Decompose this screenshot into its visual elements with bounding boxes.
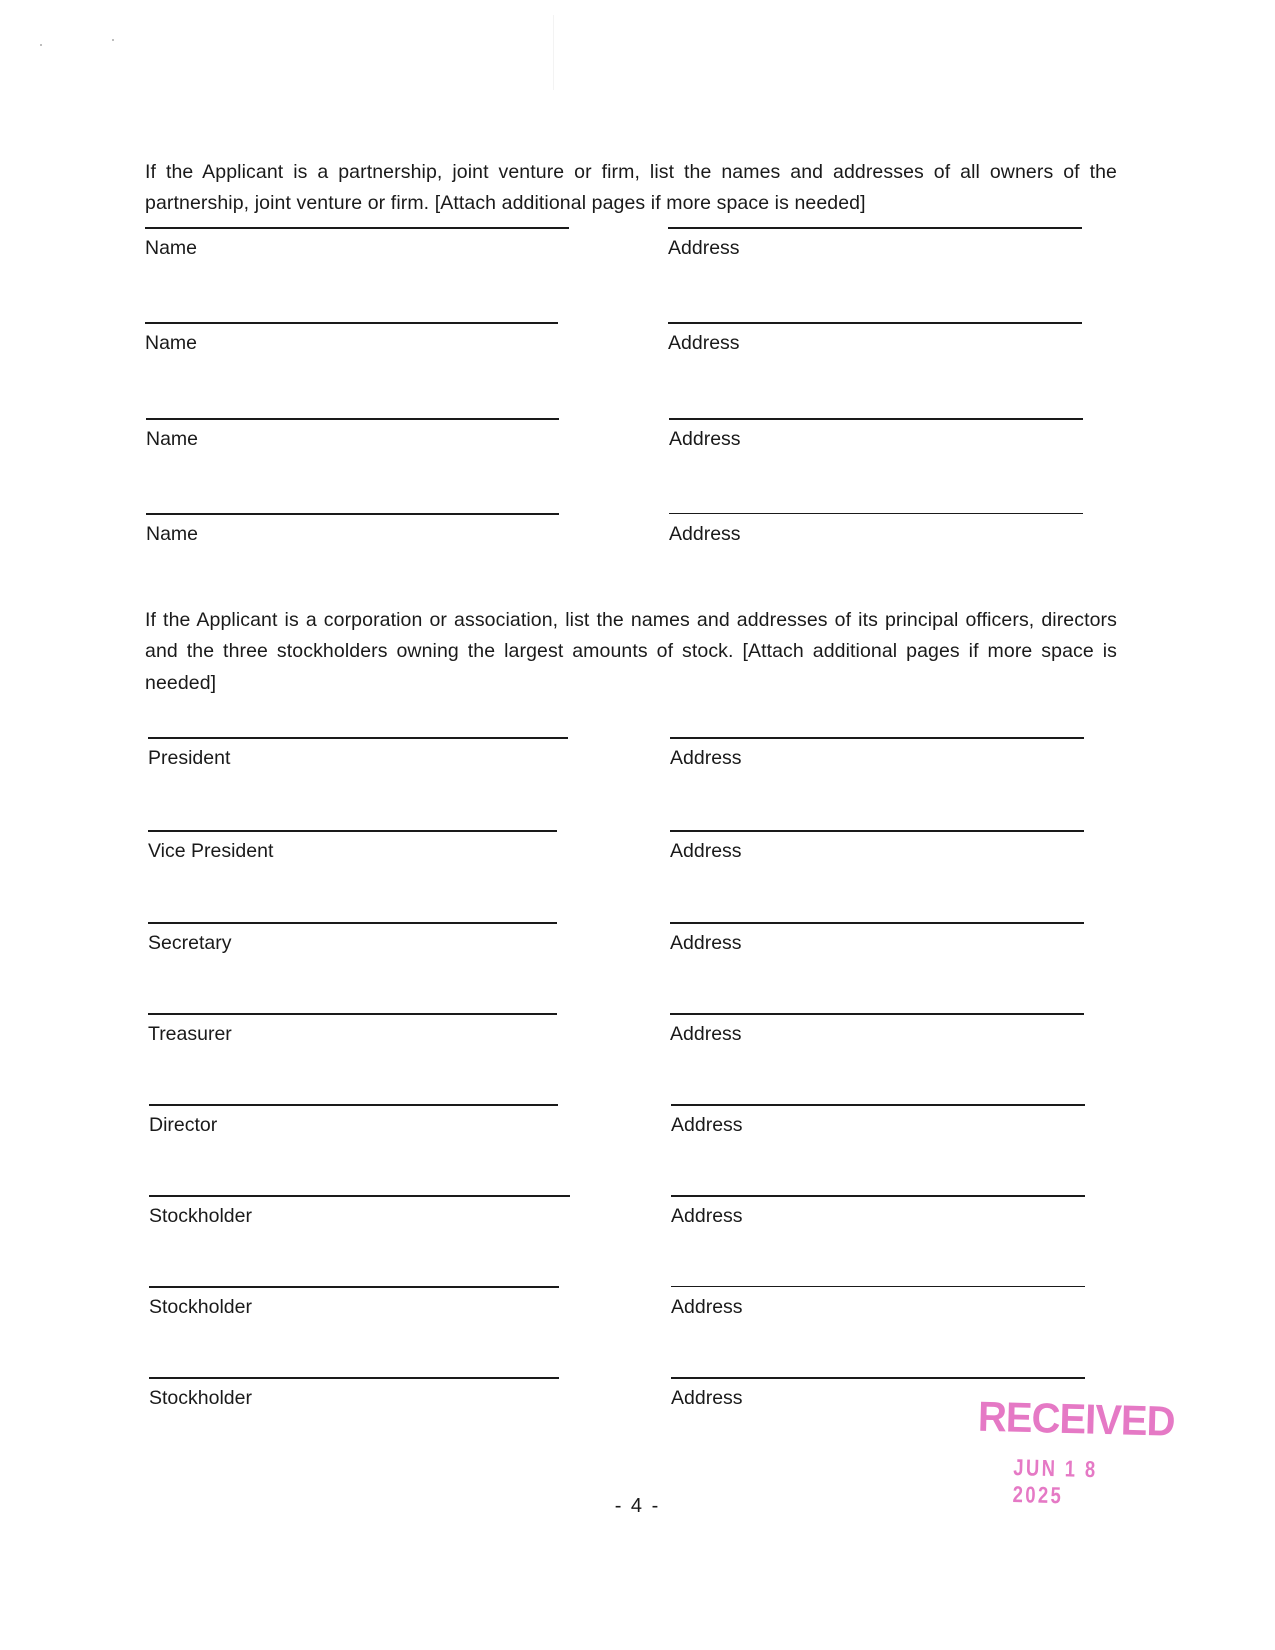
stamp-date: JUN 1 8 2025 [1012,1454,1098,1509]
signature-line [668,322,1082,324]
signature-line [146,418,559,420]
field-label: Address [668,237,740,259]
field-label: Director [149,1114,218,1136]
field-label: Name [146,428,199,450]
field-label: Name [145,237,198,259]
field-label: Address [670,840,742,862]
signature-line [671,1377,1085,1379]
stamp-received-text: RECEIVED [977,1393,1176,1446]
field-label: Name [146,523,199,545]
signature-line [145,227,569,229]
signature-line [148,737,568,739]
field-label: Address [670,747,742,769]
signature-line [148,922,557,924]
signature-line [146,513,559,515]
field-label: President [148,747,231,769]
field-label: Secretary [148,932,232,954]
signature-line [149,1195,570,1197]
signature-line [148,1013,557,1015]
field-label: Stockholder [149,1296,252,1318]
signature-line [668,227,1082,229]
field-label: Stockholder [149,1387,252,1409]
signature-line [669,513,1083,514]
signature-line [671,1286,1085,1287]
scan-artifact [553,15,554,90]
field-label: Address [671,1387,743,1409]
field-label: Vice President [148,840,274,862]
signature-line [669,418,1083,420]
signature-line [671,1104,1085,1106]
scan-speck [112,39,114,41]
signature-line [670,922,1084,924]
field-label: Stockholder [149,1205,252,1227]
field-label: Address [669,428,741,450]
field-label: Address [671,1296,743,1318]
field-label: Address [668,332,740,354]
signature-line [149,1104,558,1106]
signature-line [148,830,557,832]
signature-line [149,1286,559,1288]
scan-speck [40,44,42,46]
field-label: Treasurer [148,1023,232,1045]
field-label: Address [671,1205,743,1227]
signature-line [670,1013,1084,1015]
field-label: Address [671,1114,743,1136]
signature-line [670,737,1084,739]
field-label: Name [145,332,198,354]
partnership-instructions: If the Applicant is a partnership, joint venture or firm, list the names and addresses of all owners of the partnership, joint venture or firm. [Attach additional pages if more space is needed] [145,160,1117,214]
field-label: Address [670,1023,742,1045]
signature-line [670,830,1084,832]
field-label: Address [670,932,742,954]
signature-line [145,322,558,324]
page-number: - 4 - [614,1495,661,1517]
field-label: Address [669,523,741,545]
signature-line [149,1377,559,1379]
signature-line [671,1195,1085,1197]
corporation-instructions: If the Applicant is a corporation or association, list the names and addresses of its principal officers, directors and the three stockholders owning the largest amounts of stock. [Attach additional pages if more space is needed] [145,608,1117,694]
received-stamp [978,1395,1188,1508]
